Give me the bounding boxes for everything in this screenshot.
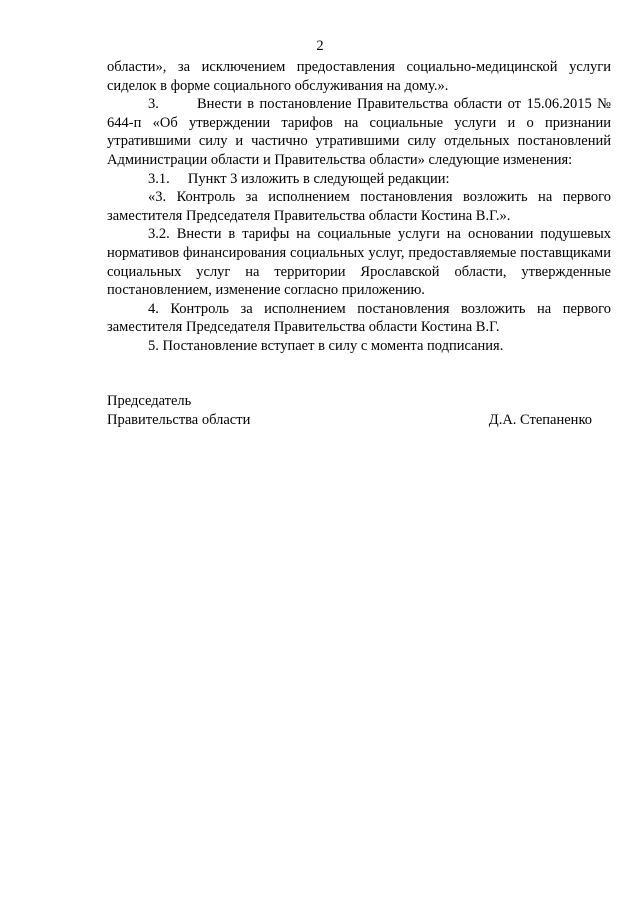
paragraph-item-3-1: 3.1. Пункт 3 изложить в следующей редакции: — [148, 170, 450, 187]
page-number: 2 — [316, 38, 324, 54]
signature-block — [107, 392, 592, 430]
signatory-title-line1: Председатель — [107, 393, 192, 409]
signatory-title-line2: Правительства области — [107, 412, 251, 428]
document-body — [107, 58, 611, 356]
signature-row — [107, 411, 592, 430]
paragraph-quoted-item-3: «3. Контроль за исполнением постановления возложить на первого заместителя Председателя Правительства области Костина В.Г.». — [107, 189, 611, 224]
paragraph-item-4: 4. Контроль за исполнением постановления возложить на первого заместителя Председателя Правительства области Костина В.Г. — [107, 300, 611, 336]
signatory-name: Д.А. Степаненко — [488, 412, 592, 428]
paragraph-item-3: 3. Внести в постановление Правительства области от 15.06.2015 № 644-п «Об утверждении тарифов на социальные услуги и о признании утратившими силу и частично утратившими силу отдельных постановлений Администрации области и Правительства области» следующие изменения: — [107, 96, 611, 168]
paragraph-item-3-2: 3.2. Внести в тарифы на социальные услуги на основании подушевых нормативов финансирования социальных услуг, предоставляемые поставщиками социальных услуг на территории Ярославской области, утвержденные постановлением, изменение согласно приложению. — [107, 226, 611, 299]
paragraph-item-5: 5. Постановление вступает в силу с момента подписания. — [148, 337, 504, 354]
paragraph-continuation: области», за исключением предоставления социально-медицинской услуги сиделок в форме социального обслуживания на дому.». — [107, 59, 611, 94]
